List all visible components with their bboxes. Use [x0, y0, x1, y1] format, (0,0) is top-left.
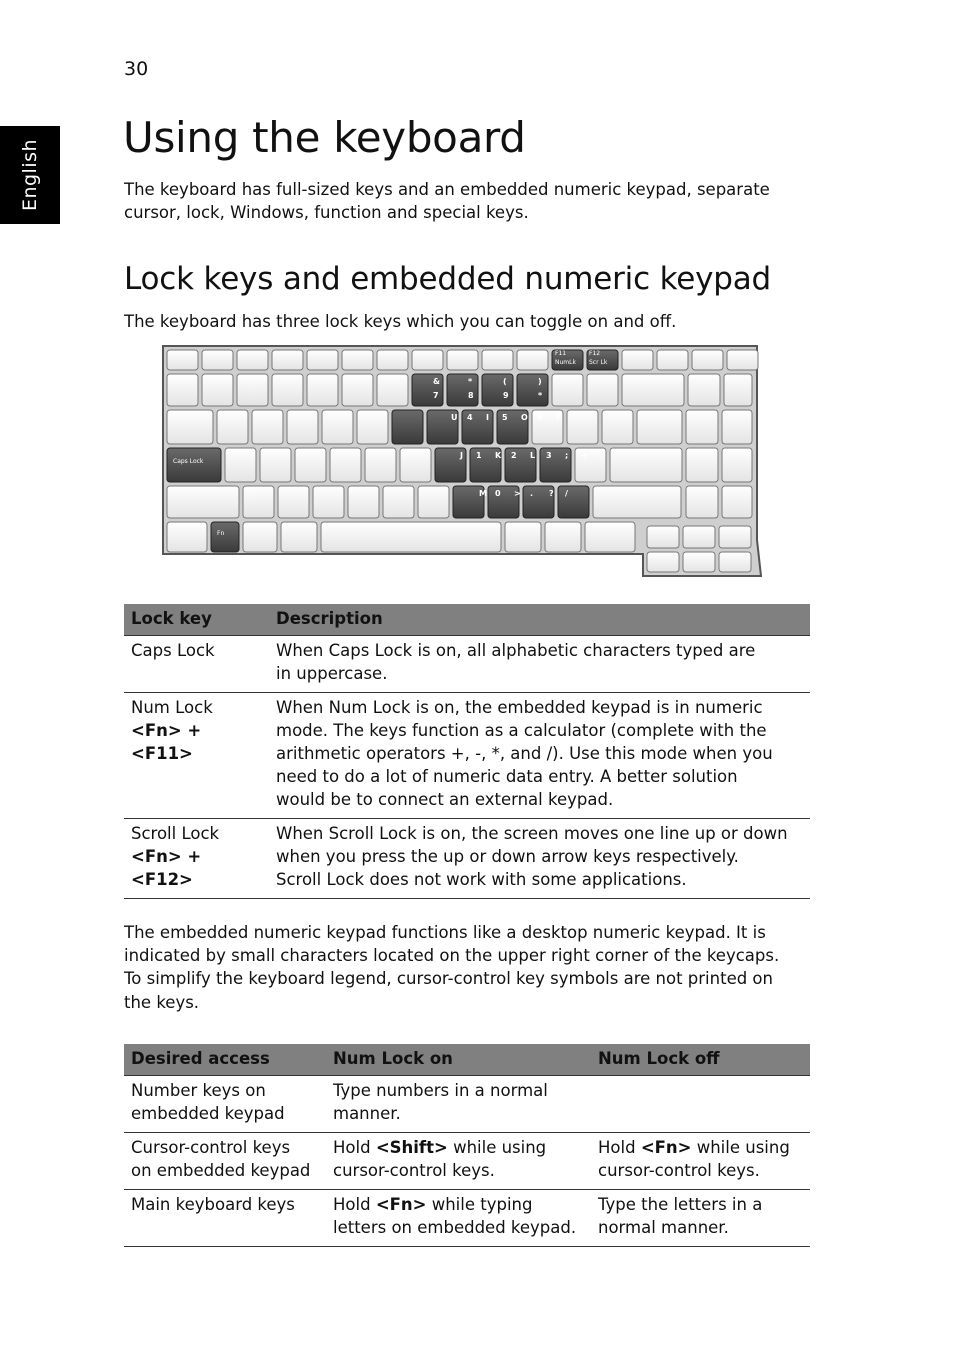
desc-line: need to do a lot of numeric data entry. A better solution — [276, 766, 738, 786]
lock-key-cell — [124, 692, 269, 818]
keyboard-key — [281, 522, 317, 552]
keyboard-key — [295, 448, 326, 482]
keyboard-key — [167, 486, 239, 518]
keyboard-key — [686, 410, 718, 444]
paragraph-line: To simplify the keyboard legend, cursor-control key symbols are not printed on — [124, 969, 773, 988]
keypad-label: 8 — [468, 391, 474, 400]
language-label: English — [19, 138, 41, 212]
lock-keys-table — [124, 604, 810, 899]
lock-key-name: Num Lock — [131, 697, 213, 717]
keyboard-key — [167, 374, 198, 406]
intro-line: The keyboard has full-sized keys and an embedded numeric keypad, separate — [124, 180, 770, 199]
keyboard-key — [418, 486, 449, 518]
keyboard-key — [400, 448, 431, 482]
keyboard-key — [348, 486, 379, 518]
keypad-label: * — [538, 391, 543, 400]
keyboard-key — [647, 526, 679, 548]
desc-line: mode. The keys function as a calculator (complete with the — [276, 720, 767, 740]
keypad-label: P — [556, 413, 562, 422]
keyboard-key — [307, 374, 338, 406]
keypad-access-table — [124, 1044, 810, 1247]
keypad-label: 2 — [511, 451, 517, 460]
keyboard-key — [482, 350, 513, 370]
keypad-key — [167, 448, 221, 482]
key-name: <Fn> — [640, 1137, 692, 1157]
language-side-tab — [0, 126, 60, 224]
key-label: Caps Lock — [173, 458, 204, 465]
keyboard-key — [365, 448, 396, 482]
keyboard-key — [237, 374, 268, 406]
keypad-label: ( — [503, 377, 507, 386]
column-header: Num Lock off — [591, 1044, 810, 1075]
intro-paragraph — [124, 178, 770, 224]
key-label: Fn — [217, 530, 225, 537]
keypad-paragraph — [124, 921, 779, 1014]
keyboard-key — [610, 448, 682, 482]
keypad-key — [482, 374, 513, 406]
cell-line: cursor-control keys. — [598, 1160, 760, 1180]
description-cell — [269, 692, 810, 818]
keyboard-key — [243, 522, 277, 552]
keyboard-key — [727, 350, 758, 370]
key-label: NumLk — [555, 359, 576, 366]
keyboard-key — [377, 374, 408, 406]
paragraph-line: indicated by small characters located on the upper right corner of the keycaps. — [124, 946, 780, 965]
keypad-label: 1 — [476, 451, 482, 460]
desc-line: Scroll Lock does not work with some applications. — [276, 869, 687, 889]
desc-line: in uppercase. — [276, 663, 388, 683]
keypad-label: 0 — [495, 489, 501, 498]
keyboard-key — [657, 350, 688, 370]
keyboard-illustration — [159, 342, 763, 578]
keypad-label: + — [581, 451, 588, 460]
key-label: F11 — [555, 350, 567, 357]
keyboard-key — [313, 486, 344, 518]
cell-line: normal manner. — [598, 1217, 729, 1237]
keypad-key — [447, 374, 478, 406]
access-cell — [124, 1132, 326, 1189]
keypad-label: . — [530, 489, 534, 498]
keypad-label: O — [521, 413, 528, 422]
keypad-label: ; — [565, 451, 569, 460]
key-name: <Shift> — [375, 1137, 448, 1157]
keypad-label: K — [495, 451, 502, 460]
keyboard-key — [722, 410, 752, 444]
desc-line: would be to connect an external keypad. — [276, 789, 614, 809]
keypad-label: L — [530, 451, 536, 460]
access-cell — [124, 1075, 326, 1132]
keyboard-key — [307, 350, 338, 370]
keypad-key — [211, 522, 239, 552]
desc-line: When Caps Lock is on, all alphabetic characters typed are — [276, 640, 756, 660]
keyboard-key — [722, 486, 752, 518]
keyboard-key — [383, 486, 414, 518]
description-cell — [269, 635, 810, 692]
desc-line: when you press the up or down arrow keys respectively. — [276, 846, 739, 866]
table-header-row — [124, 1044, 810, 1075]
table-row — [124, 818, 810, 898]
keyboard-key — [260, 448, 291, 482]
section-intro: The keyboard has three lock keys which you can toggle on and off. — [124, 312, 677, 331]
column-header: Description — [269, 604, 810, 635]
paragraph-line: The embedded numeric keypad functions like a desktop numeric keypad. It is — [124, 923, 766, 942]
keyboard-key — [202, 374, 233, 406]
keyboard-key — [225, 448, 256, 482]
keyboard-key — [585, 522, 635, 552]
keyboard-key — [237, 350, 268, 370]
keyboard-key — [637, 410, 682, 444]
num-lock-off-cell — [591, 1132, 810, 1189]
keyboard-key — [683, 526, 715, 548]
cell-line: manner. — [333, 1103, 401, 1123]
keyboard-key — [278, 486, 309, 518]
section-title: Lock keys and embedded numeric keypad — [124, 261, 772, 297]
num-lock-on-cell — [326, 1075, 591, 1132]
keyboard-key — [287, 410, 318, 444]
keyboard-key — [686, 486, 718, 518]
keyboard-keys — [167, 350, 758, 572]
keyboard-key — [602, 410, 633, 444]
keyboard-key — [692, 350, 723, 370]
column-header: Num Lock on — [326, 1044, 591, 1075]
cell-line: Number keys on — [131, 1080, 266, 1100]
table-row — [124, 692, 810, 818]
cell-line: Hold <Shift> while using — [333, 1137, 547, 1157]
access-cell — [124, 1189, 326, 1246]
num-lock-off-cell — [591, 1189, 810, 1246]
keypad-key — [517, 374, 548, 406]
keyboard-key — [322, 410, 353, 444]
num-lock-on-cell — [326, 1189, 591, 1246]
key-label: Scr Lk — [589, 359, 608, 366]
page-title: Using the keyboard — [123, 113, 526, 162]
page-number: 30 — [124, 58, 149, 80]
table-row — [124, 1132, 810, 1189]
keyboard-key — [357, 410, 388, 444]
desc-line: When Scroll Lock is on, the screen moves one line up or down — [276, 823, 788, 843]
keyboard-key — [342, 350, 373, 370]
keyboard-key — [202, 350, 233, 370]
cell-line: Hold <Fn> while using — [598, 1137, 790, 1157]
keyboard-key — [647, 552, 679, 572]
keyboard-key — [377, 350, 408, 370]
key-combo: <Fn> + <F11> — [131, 720, 202, 763]
column-header: Desired access — [124, 1044, 326, 1075]
keyboard-key — [575, 448, 606, 482]
keyboard-key — [272, 374, 303, 406]
keypad-label: > — [514, 489, 521, 498]
keyboard-key — [447, 350, 478, 370]
key-name: <Fn> — [375, 1194, 427, 1214]
keyboard-key — [622, 374, 684, 406]
keyboard-key — [683, 552, 715, 572]
keyboard-key — [552, 374, 583, 406]
keyboard-key — [252, 410, 283, 444]
keyboard-key — [719, 526, 751, 548]
cell-line: Type numbers in a normal — [333, 1080, 548, 1100]
lock-key-cell — [124, 635, 269, 692]
keypad-key — [392, 410, 423, 444]
lock-key-name: Caps Lock — [131, 640, 215, 660]
desc-line: arithmetic operators +, -, *, and /). Use this mode when you — [276, 743, 773, 763]
keypad-key — [558, 486, 589, 518]
keyboard-key — [688, 374, 720, 406]
keypad-label: M — [479, 489, 487, 498]
table-row — [124, 1189, 810, 1246]
description-cell — [269, 818, 810, 898]
cell-line: on embedded keypad — [131, 1160, 311, 1180]
keyboard-key — [167, 522, 207, 552]
key-label: F12 — [589, 350, 601, 357]
keyboard-key — [505, 522, 541, 552]
keyboard-key — [517, 350, 548, 370]
cell-line: embedded keypad — [131, 1103, 285, 1123]
keypad-label: ) — [538, 377, 542, 386]
keypad-label: 9 — [503, 391, 509, 400]
keyboard-key — [167, 410, 213, 444]
keypad-label: / — [565, 489, 568, 498]
keyboard-key — [593, 486, 681, 518]
keypad-label: 7 — [433, 391, 439, 400]
keypad-label: - — [572, 413, 576, 422]
keyboard-key — [272, 350, 303, 370]
keypad-label: 6 — [537, 413, 543, 422]
keyboard-key — [622, 350, 653, 370]
keyboard-key — [724, 374, 752, 406]
paragraph-line: the keys. — [124, 993, 200, 1012]
lock-key-name: Scroll Lock — [131, 823, 220, 843]
keyboard-key — [217, 410, 248, 444]
table-row — [124, 635, 810, 692]
desc-line: When Num Lock is on, the embedded keypad is in numeric — [276, 697, 763, 717]
keypad-label: ? — [549, 489, 554, 498]
table-row — [124, 1075, 810, 1132]
cell-line: Type the letters in a — [598, 1194, 763, 1214]
keyboard-key — [321, 522, 501, 552]
keyboard-key — [167, 350, 198, 370]
num-lock-off-cell — [591, 1075, 810, 1132]
cell-line: cursor-control keys. — [333, 1160, 495, 1180]
keypad-label: 5 — [502, 413, 508, 422]
keyboard-key — [587, 374, 618, 406]
keyboard-key — [719, 552, 751, 572]
lock-key-cell — [124, 818, 269, 898]
keypad-label: * — [468, 377, 473, 386]
keypad-label: U — [451, 413, 458, 422]
column-header: Lock key — [124, 604, 269, 635]
cell-line: Main keyboard keys — [131, 1194, 295, 1214]
keyboard-key — [342, 374, 373, 406]
intro-line: cursor, lock, Windows, function and special keys. — [124, 203, 529, 222]
key-combo: <Fn> + <F12> — [131, 846, 202, 889]
cell-line: letters on embedded keypad. — [333, 1217, 577, 1237]
keyboard-key — [545, 522, 581, 552]
table-header-row — [124, 604, 810, 635]
num-lock-on-cell — [326, 1132, 591, 1189]
cell-line: Hold <Fn> while typing — [333, 1194, 533, 1214]
keyboard-key — [412, 350, 443, 370]
keypad-label: 4 — [467, 413, 473, 422]
keyboard-key — [686, 448, 718, 482]
keypad-label: I — [486, 413, 489, 422]
keyboard-key — [330, 448, 361, 482]
cell-line: Cursor-control keys — [131, 1137, 291, 1157]
keypad-label: & — [433, 377, 440, 386]
keyboard-key — [722, 448, 752, 482]
keypad-label: 3 — [546, 451, 552, 460]
keyboard-key — [243, 486, 274, 518]
keypad-label: J — [460, 451, 463, 460]
